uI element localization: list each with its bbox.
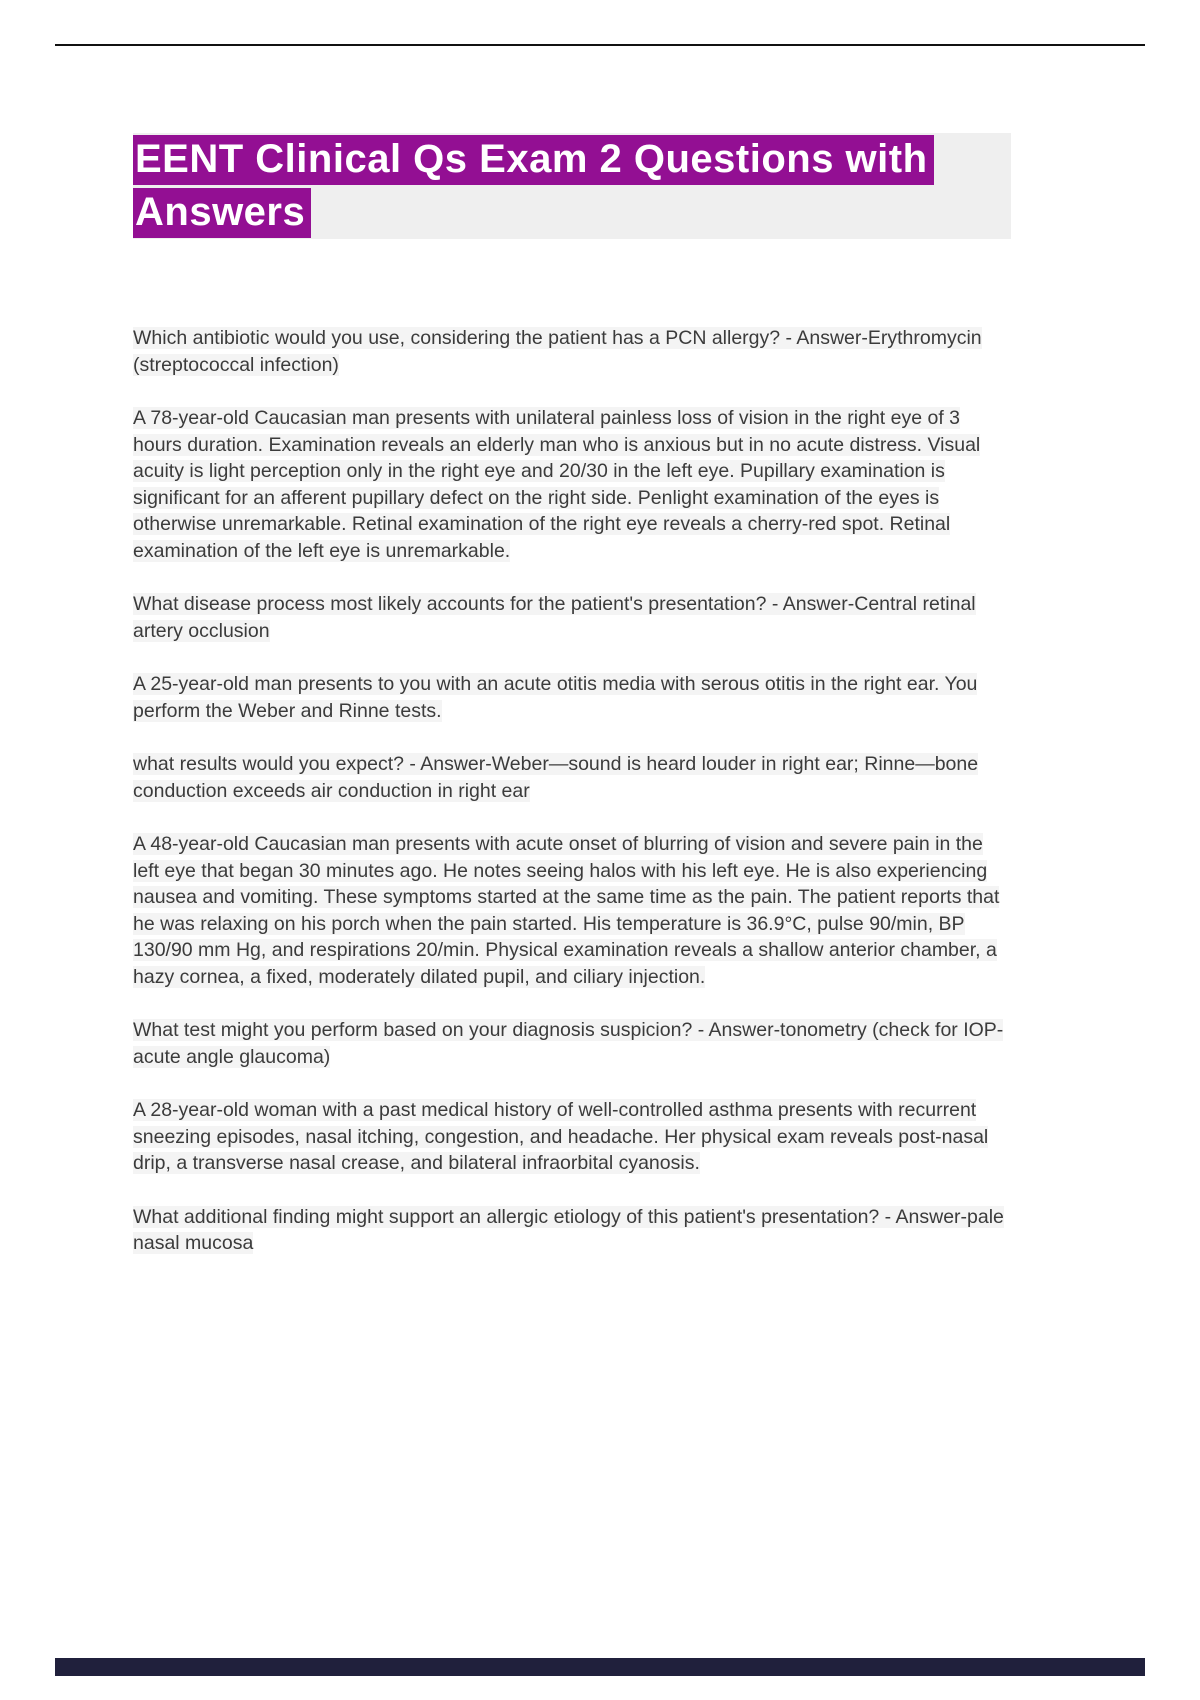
footer-bar	[55, 1658, 1145, 1676]
qa-paragraph	[133, 591, 1011, 644]
qa-paragraph	[133, 831, 1011, 990]
qa-paragraph	[133, 751, 1011, 804]
qa-paragraph	[133, 671, 1011, 724]
qa-paragraph	[133, 1204, 1011, 1257]
page-title-text-2: Answers	[133, 188, 311, 238]
qa-paragraph-text: A 25-year-old man presents to you with an acute otitis media with serous otitis in the right ear. You perform the Weber and Rinne tests.	[133, 673, 978, 722]
top-rule	[55, 44, 1145, 46]
qa-paragraph	[133, 1097, 1011, 1177]
document-content	[133, 133, 1011, 1284]
qa-paragraph	[133, 405, 1011, 564]
qa-paragraph-text: What test might you perform based on your diagnosis suspicion? - Answer-tonometry (check for IOP- acute angle glaucoma)	[133, 1019, 1004, 1068]
page-title-line-2	[133, 186, 1011, 239]
page-title-line-1	[133, 133, 1011, 186]
qa-paragraph-text: What disease process most likely accounts for the patient's presentation? - Answer-Central retinal artery occlusion	[133, 593, 976, 642]
qa-paragraph-text: What additional finding might support an allergic etiology of this patient's presentation? - Answer-pale nasal mucosa	[133, 1205, 1004, 1254]
qa-paragraph-text: A 48-year-old Caucasian man presents with acute onset of blurring of vision and severe pain in the left eye that began 30 minutes ago. He notes seeing halos with his left eye. He is also experiencing nausea and vomiting. These symptoms started at the same time as the pain. The patient reports that he was relaxing on his porch when the pain started. His temperature is 36.9°C, pulse 90/min, BP 130/90 mm Hg, and respirations 20/min. Physical examination reveals a shallow anterior chamber, a hazy cornea, a fixed, moderately dilated pupil, and ciliary injection.	[133, 833, 1000, 988]
qa-paragraph	[133, 1017, 1011, 1070]
page-title	[133, 133, 1011, 239]
qa-paragraph-text: what results would you expect? - Answer-Weber—sound is heard louder in right ear; Rinne—bone conduction exceeds air conduction in right ear	[133, 753, 979, 802]
page-title-text-1: EENT Clinical Qs Exam 2 Questions with	[133, 135, 934, 185]
qa-paragraph-text: Which antibiotic would you use, considering the patient has a PCN allergy? - Answer-Erythromycin (streptococcal infection)	[133, 327, 982, 376]
qa-paragraph-text: A 28-year-old woman with a past medical history of well-controlled asthma presents with recurrent sneezing episodes, nasal itching, congestion, and headache. Her physical exam reveals post-nasal drip, a transverse nasal crease, and bilateral infraorbital cyanosis.	[133, 1099, 989, 1174]
qa-paragraph	[133, 325, 1011, 378]
qa-paragraph-text: A 78-year-old Caucasian man presents with unilateral painless loss of vision in the right eye of 3 hours duration. Examination reveals an elderly man who is anxious but in no acute distress. Visual acuity is light perception only in the right eye and 20/30 in the left eye. Pupillary examination is significant for an afferent pupillary defect on the right side. Penlight examination of the eyes is otherwise unremarkable. Retinal examination of the right eye reveals a cherry-red spot. Retinal examination of the left eye is unremarkable.	[133, 407, 981, 562]
